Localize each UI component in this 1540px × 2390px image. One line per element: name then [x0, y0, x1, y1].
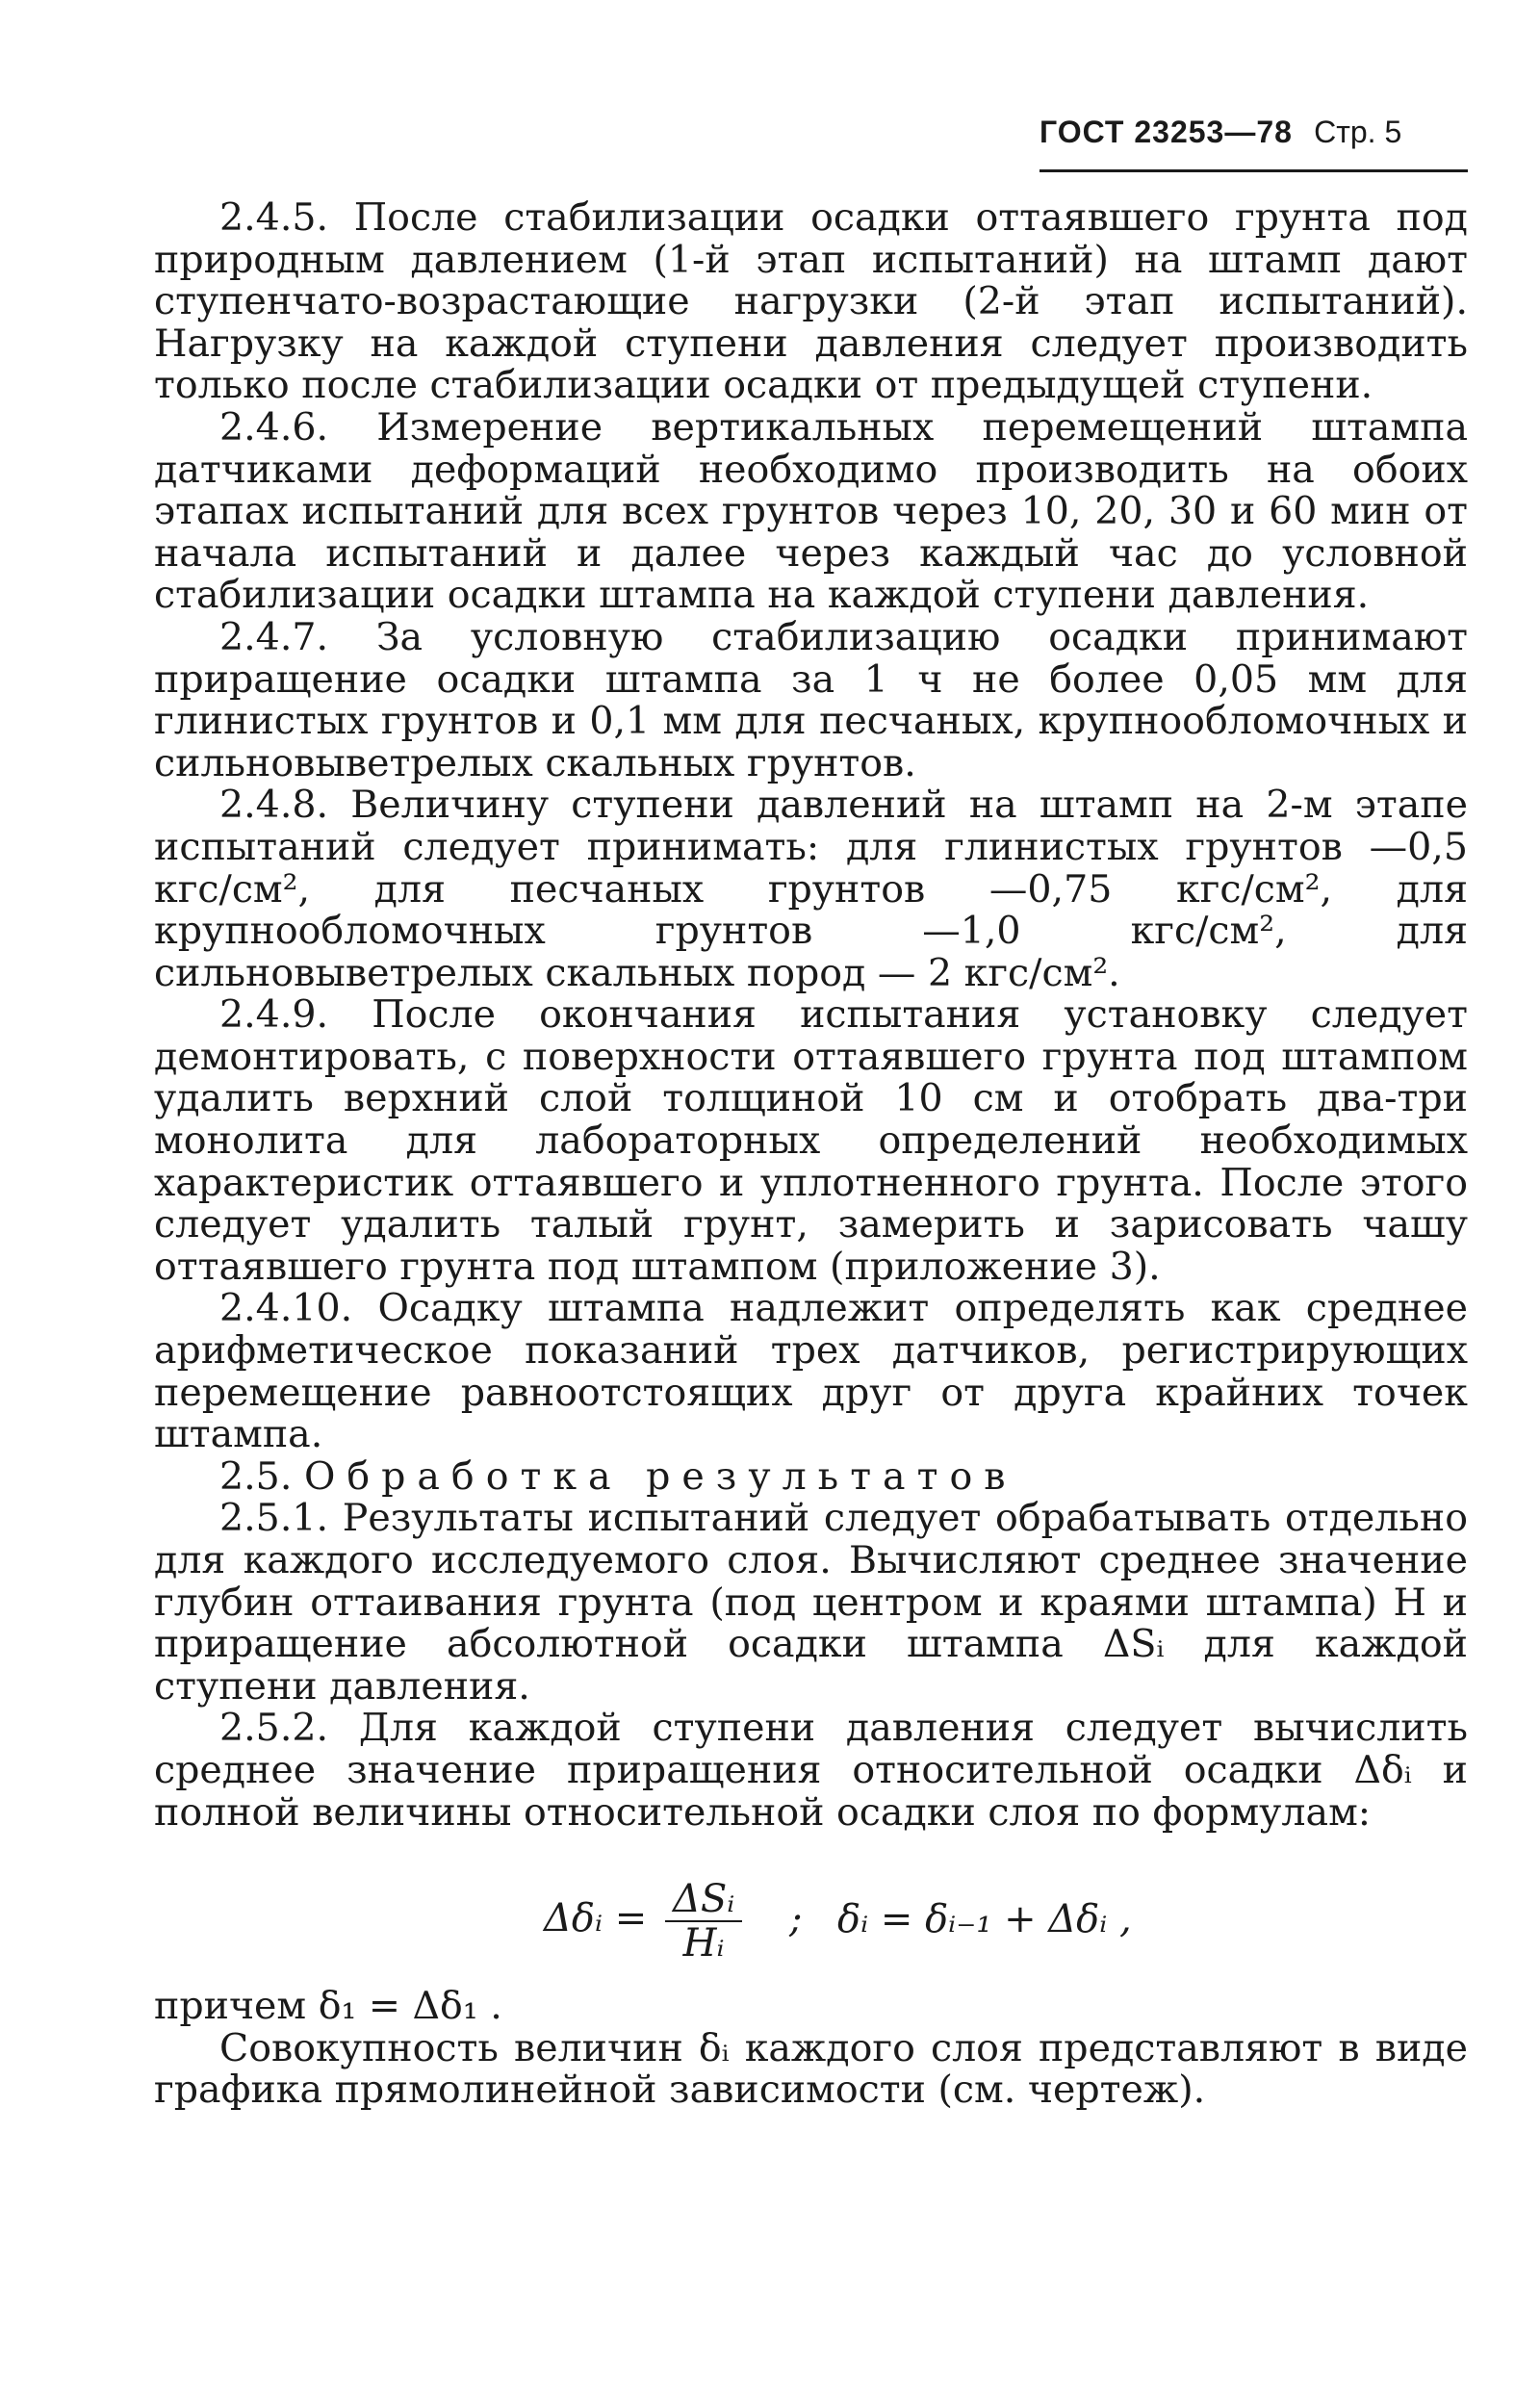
page-number: Стр. 5: [1314, 115, 1402, 149]
paragraph-2-4-10: 2.4.10. Осадку штампа надлежит определять как среднее арифметическое показаний трех датчиков, регистрирующих перемещение равноотстоящих друг от друга крайних точек штампа.: [154, 1286, 1468, 1457]
formula-fraction: [665, 1878, 742, 1965]
header-rule: [1040, 169, 1468, 172]
paragraph-2-4-7: 2.4.7. За условную стабилизацию осадки принимают приращение осадки штампа за 1 ч не более 0,05 мм для глинистых грунтов и 0,1 мм для песчаных, крупнообломочных и сильновыветрелых скальных грунтов.: [154, 614, 1468, 785]
formula-note: причем δ₁ = Δδ₁ .: [154, 1984, 502, 2029]
formula-delta-relative: [544, 1878, 748, 1965]
paragraph-2-5-1: 2.5.1. Результаты испытаний следует обрабатывать отдельно для каждого исследуемого слоя. Вычисляют среднее значение глубин оттаивания грунта (под центром и краями штампа) H и приращение абсолютной осадки штампа ΔSᵢ для каждой ступени давления.: [154, 1496, 1468, 1709]
standard-number: ГОСТ 23253—78: [1040, 115, 1293, 149]
paragraph-2-4-9: 2.4.9. После окончания испытания установку следует демонтировать, с поверхности оттаявшего грунта под штампом удалить верхний слой толщиной 10 см и отобрать два-три монолита для лабораторных определений необходимых характеристик оттаявшего и уплотненного грунта. После этого следует удалить талый грунт, замерить и зарисовать чашу оттаявшего грунта под штампом (приложение 3).: [154, 992, 1468, 1289]
paragraph-2-4-5: 2.4.5. После стабилизации осадки оттаявшего грунта под природным давлением (1-й этап испытаний) на штамп дают ступенчато-возрастающие нагрузки (2-й этап испытаний). Нагрузку на каждой ступени давления следует производить только после стабилизации осадки от предыдущей ступени.: [154, 195, 1468, 408]
formula-cumulative: δᵢ = δᵢ₋₁ + Δδᵢ ,: [837, 1897, 1132, 1942]
paragraph-2-5-2: 2.5.2. Для каждой ступени давления следует вычислить среднее значение приращения относительной осадки Δδᵢ и полной величины относительной осадки слоя по формулам:: [154, 1706, 1468, 1835]
paragraph-2-4-8: 2.4.8. Величину ступени давлений на штамп на 2-м этапе испытаний следует принимать: для глинистых грунтов —0,5 кгс/см², для песчаных грунтов —0,75 кгс/см², для крупнообломочных грунтов —1,0 кгс/см², для сильновыветрелых скальных пород — 2 кгс/см².: [154, 783, 1468, 995]
formula-lhs: Δδᵢ =: [544, 1896, 648, 1941]
formula-block: [154, 1841, 1468, 1986]
section-number: 2.5.: [219, 1453, 293, 1499]
document-body: [154, 197, 1468, 2112]
paragraph-2-4-6: 2.4.6. Измерение вертикальных перемещений штампа датчиками деформаций необходимо производить на обоих этапах испытаний для всех грунтов через 10, 20, 30 и 60 мин от начала испытаний и далее через каждый час до условной стабилизации осадки штампа на каждой ступени давления.: [154, 404, 1468, 618]
section-title: Обработка результатов: [303, 1453, 1017, 1499]
section-heading: [154, 1453, 1468, 1499]
page-header: [1040, 114, 1468, 171]
formula-separator: ;: [789, 1897, 803, 1942]
formula-denominator: Hᵢ: [682, 1921, 725, 1966]
formula-numerator: ΔSᵢ: [665, 1878, 742, 1922]
paragraph-final: Совокупность величин δᵢ каждого слоя представляют в виде графика прямолинейной зависимости (см. чертеж).: [154, 2025, 1468, 2113]
